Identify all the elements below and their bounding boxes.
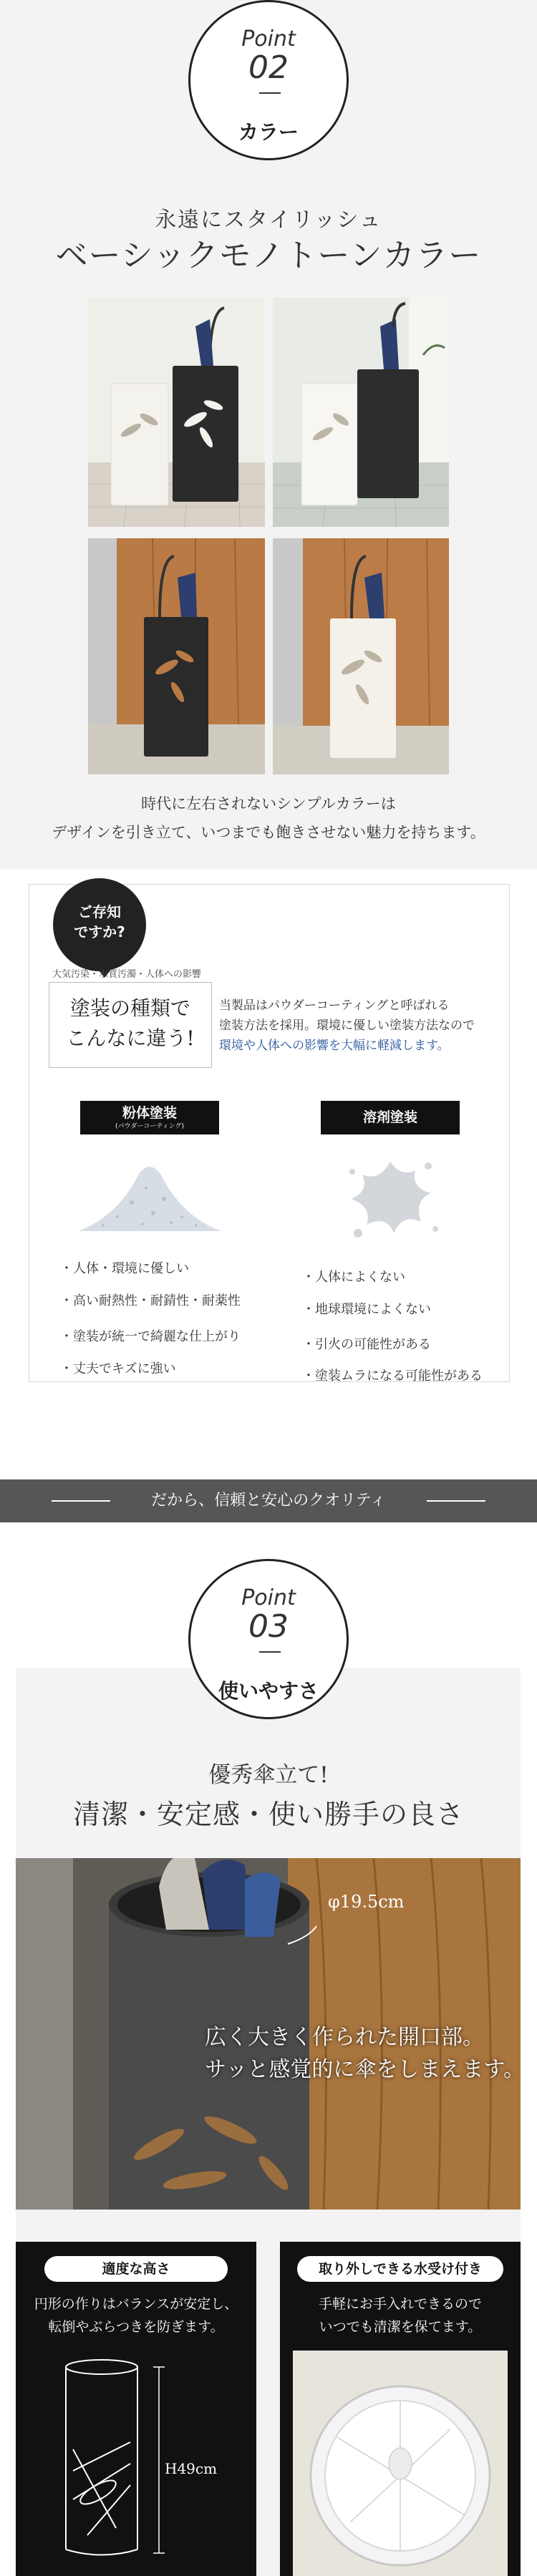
solvent-point-1: ・人体によくない (302, 1270, 405, 1285)
powder-point-4: ・丈夫でキズに強い (60, 1361, 176, 1376)
height-title-pill: 適度な高さ (44, 2256, 228, 2282)
did-you-know-bubble (53, 878, 146, 971)
photo-white-stand-entrance (273, 298, 449, 527)
tray-line-1: 手軽にお手入れできるので (318, 2296, 482, 2312)
photo-illustration (88, 538, 265, 774)
headline-line-2: こんなに違う! (66, 1026, 195, 1050)
quality-banner-text: だから、信頼と安心のクオリティ (151, 1492, 386, 1510)
tray-title-pill: 取り外しできる水受け付き (297, 2256, 503, 2282)
catch-large: 清潔・安定感・使い勝手の良さ (72, 1799, 464, 1830)
paint-splash-illustration (337, 1149, 444, 1245)
diameter-label: φ19.5cm (328, 1892, 405, 1912)
point-word: Point (241, 1585, 296, 1610)
caption-line-2: デザインを引き立て、いつまでも飽きさせない魅力を持ちます。 (52, 824, 485, 841)
point-number: 03 (248, 1608, 289, 1645)
catch-small: 永遠にスタイリッシュ (155, 208, 382, 233)
height-value: H49cm (165, 2460, 218, 2477)
caption-line-1: 時代に左右されないシンプルカラーは (141, 795, 396, 812)
photo-black-stand-door (88, 538, 265, 774)
photo-illustration (273, 538, 449, 774)
bubble-line-1: ご存知 (78, 903, 121, 920)
powder-title: 粉体塗装 (122, 1105, 177, 1121)
point-word: Point (241, 26, 296, 52)
photo-white-black-stands-tiles (88, 298, 265, 527)
solvent-coating-title: 溶剤塗装 (321, 1101, 460, 1134)
badge-divider (259, 1651, 281, 1653)
point-label: カラー (238, 120, 299, 144)
desc-line-1: 当製品はパウダーコーティングと呼ばれる (219, 998, 450, 1013)
tray-line-2: いつでも清潔を保てます。 (319, 2319, 482, 2335)
point-number: 02 (248, 49, 289, 86)
bubble-line-2: ですか? (74, 923, 125, 941)
water-tray-illustration (293, 2351, 508, 2576)
photo-white-stand-door (273, 538, 449, 774)
overlay-line-2: サッと感覚的に傘をしまえます。 (205, 2057, 525, 2082)
height-line-2: 転倒やぶらつきを防ぎます。 (48, 2319, 224, 2335)
catch-large: ベーシックモノトーンカラー (55, 236, 482, 274)
solvent-point-4: ・塗装ムラになる可能性がある (302, 1369, 483, 1384)
height-line-1: 円形の作りはバランスが安定し、 (34, 2296, 238, 2312)
photo-illustration (88, 298, 265, 527)
powder-point-2: ・高い耐熱性・耐錆性・耐薬性 (60, 1293, 241, 1308)
powder-pile-illustration (74, 1145, 225, 1238)
desc-line-3: 環境や人体への影響を大幅に軽減します。 (219, 1039, 450, 1053)
desc-line-2: 塗装方法を採用。環境に優しい塗装方法なので (219, 1019, 475, 1033)
powder-point-1: ・人体・環境に優しい (60, 1261, 189, 1276)
overlay-line-1: 広く大きく作られた開口部。 (205, 2025, 484, 2050)
coating-headline-box (49, 982, 212, 1068)
solvent-point-2: ・地球環境によくない (302, 1302, 431, 1317)
point-02-badge (188, 0, 349, 160)
badge-divider (259, 92, 281, 94)
photo-illustration (273, 298, 449, 527)
point-label: 使いやすさ (218, 1679, 319, 1703)
catch-small: 優秀傘立て! (208, 1762, 329, 1788)
impact-header: 大気汚染・水質汚濁・人体への影響 (52, 969, 202, 980)
tray-feature-panel (280, 2242, 521, 2576)
solvent-point-3: ・引火の可能性がある (302, 1337, 431, 1352)
powder-coating-title-box (80, 1101, 219, 1134)
headline-line-1: 塗装の種類で (69, 996, 190, 1020)
point-03-badge (188, 1559, 349, 1719)
powder-subtitle: (パウダーコーティング) (115, 1123, 185, 1130)
powder-point-3: ・塗装が統一で綺麗な仕上がり (60, 1329, 241, 1344)
height-feature-panel (16, 2242, 256, 2576)
